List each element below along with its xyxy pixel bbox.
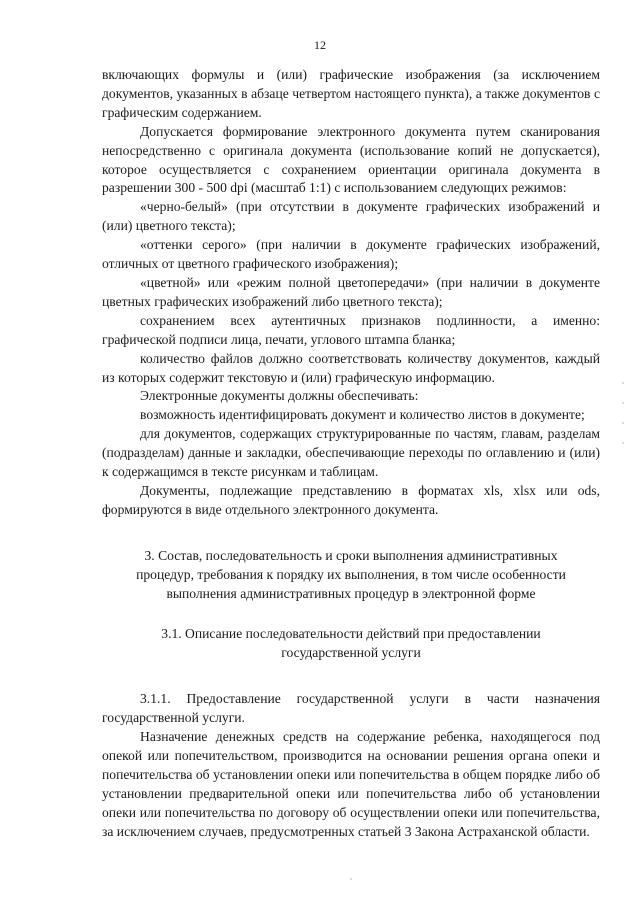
- paragraph-spreadsheet-formats: Документы, подлежащие представлению в форматах xls, xlsx или ods, формируются в виде отдельного электронного документа.: [102, 482, 600, 517]
- section-spacer: [102, 603, 600, 625]
- paragraph-mode-black-white: «черно-белый» (при отсутствии в документе графических изображений и (или) цветного текста);: [102, 199, 600, 234]
- paragraph-mode-grayscale: «оттенки серого» (при наличии в документе графических изображений, отличных от цветного графического изображения);: [102, 237, 600, 272]
- paragraph-formulas-continuation: включающих формулы и (или) графические изображения (за исключением документов, указанных в абзаце четвертом настоящего пункта), а также документов с графическим содержанием.: [102, 67, 600, 120]
- page-number: 12: [314, 38, 326, 52]
- paragraph-authenticity: сохранением всех аутентичных признаков подлинности, а именно: графической подписи лица, печати, углового штампа бланка;: [102, 312, 600, 347]
- scan-artifact-dot: [622, 402, 624, 404]
- document-body: [102, 66, 600, 842]
- scan-artifact-dot: [350, 878, 352, 880]
- scan-artifact-dot: [622, 382, 624, 384]
- paragraph-identify-document: возможность идентифицировать документ и количество листов в документе;: [140, 407, 585, 423]
- paragraph-file-count: количество файлов должно соответствовать количеству документов, каждый из которых содержит текстовую и (или) графическую информацию.: [102, 350, 600, 385]
- section-3-1-heading: 3.1. Описание последовательности действий при предоставлении государственной услуги: [161, 626, 541, 661]
- paragraph-edoc-requirements: Электронные документы должны обеспечивать:: [140, 388, 419, 404]
- section-3-heading: 3. Состав, последовательность и сроки выполнения административных процедур, требования к порядку их выполнения, в том числе особенности выполнения административных процедур в электронной форме: [136, 547, 566, 601]
- scan-artifact-dot: [622, 442, 624, 444]
- section-spacer: [102, 520, 600, 547]
- scan-artifact-dot: [622, 422, 624, 424]
- paragraph-structured-documents: для документов, содержащих структурированные по частям, главам, разделам (подразделам) данные и закладки, обеспечивающие переходы по оглавлению и (или) к содержащимся в тексте рисункам и таблицам.: [102, 426, 600, 480]
- paragraph-mode-color: «цветной» или «режим полной цветопередачи» (при наличии в документе цветных графических изображений либо цветного текста);: [102, 274, 600, 309]
- section-spacer: [102, 663, 600, 690]
- paragraph-payment-assignment: Назначение денежных средств на содержание ребенка, находящегося под опекой или попечительством, производится на основании решения органа опеки и попечительства об установлении опеки или попечительства в общем порядке либо об установлении предварительной опеки или попечительства либо об установлении опеки или попечительства по договору об осуществлении опеки или попечительства, за исключением случаев, предусмотренных статьей 3 Закона Астраханской области.: [102, 729, 600, 839]
- paragraph-3-1-1: 3.1.1. Предоставление государственной услуги в части назначения государственной услуги.: [102, 691, 600, 726]
- paragraph-scanning-rules: Допускается формирование электронного документа путем сканирования непосредственно с оригинала документа (использование копий не допускается), которое осуществляется с сохранением ориентации оригинала документа в разрешении 300 - 500 dpi (масштаб 1:1) с использованием следующих режимов:: [102, 123, 600, 196]
